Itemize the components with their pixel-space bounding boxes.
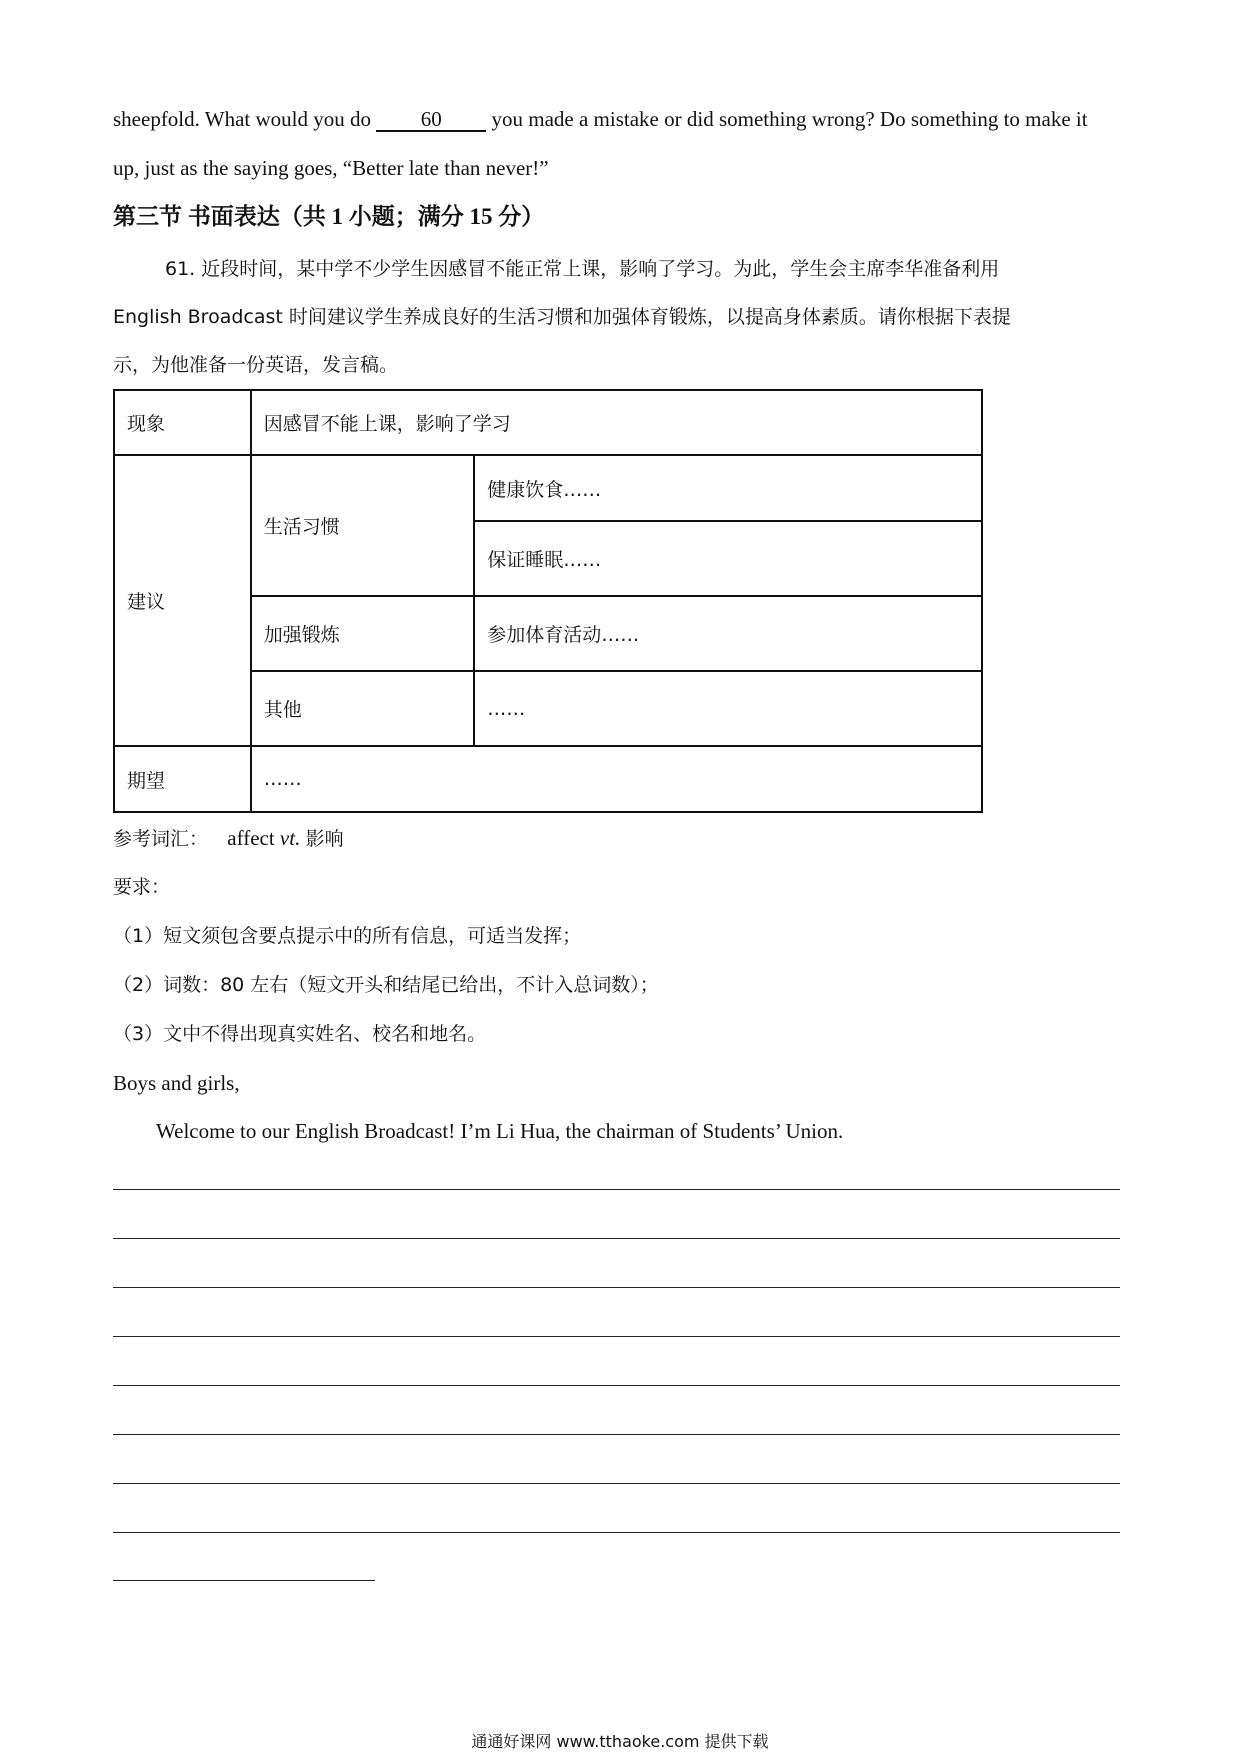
section-heading: 第三节 书面表达（共 1 小题；满分 15 分） bbox=[113, 204, 545, 229]
habit-label: 生活习惯 bbox=[251, 455, 474, 596]
exercise-item: 参加体育活动…… bbox=[474, 596, 982, 671]
question-line-1: 61. 近段时间，某中学不少学生因感冒不能正常上课，影响了学习。为此，学生会主席李华准备利用 bbox=[165, 258, 1000, 280]
requirement-1: （1）短文须包含要点提示中的所有信息，可适当发挥； bbox=[113, 925, 582, 947]
vocab-line bbox=[113, 824, 344, 853]
phenomenon-text: 因感冒不能上课，影响了学习 bbox=[251, 390, 982, 455]
table-row bbox=[114, 746, 982, 812]
writing-line[interactable] bbox=[113, 1483, 1120, 1484]
writing-line[interactable] bbox=[113, 1238, 1120, 1239]
writing-line[interactable] bbox=[113, 1532, 1120, 1533]
table-row bbox=[114, 390, 982, 455]
hope-label: 期望 bbox=[114, 746, 251, 812]
question-line-3: 示，为他准备一份英语，发言稿。 bbox=[113, 354, 399, 376]
table-row bbox=[114, 455, 982, 521]
letter-opening: Welcome to our English Broadcast! I’m Li Hua, the chairman of Students’ Union. bbox=[156, 1119, 844, 1143]
passage-line-2: up, just as the saying goes, “Better late than never!” bbox=[113, 156, 549, 180]
advice-label: 建议 bbox=[114, 455, 251, 746]
blank-60[interactable]: 60 bbox=[376, 108, 486, 132]
writing-line[interactable] bbox=[113, 1189, 1120, 1190]
requirement-3: （3）文中不得出现真实姓名、校名和地名。 bbox=[113, 1023, 487, 1045]
question-line-2: English Broadcast 时间建议学生养成良好的生活习惯和加强体育锻炼，以提高身体素质。请你根据下表提 bbox=[113, 306, 1011, 328]
requirement-2: （2）词数：80 左右（短文开头和结尾已给出，不计入总词数）； bbox=[113, 974, 659, 996]
vocab-pos: vt. bbox=[279, 826, 301, 850]
other-label: 其他 bbox=[251, 671, 474, 746]
phenomenon-label: 现象 bbox=[114, 390, 251, 455]
page-footer: 通通好课网 www.tthaoke.com 提供下载 bbox=[471, 1732, 769, 1751]
passage-text-after: you made a mistake or did something wrong? Do something to make it bbox=[486, 107, 1088, 131]
habit-item-diet: 健康饮食…… bbox=[474, 455, 982, 521]
prompt-table bbox=[113, 389, 983, 813]
writing-line[interactable] bbox=[113, 1385, 1120, 1386]
passage-line-1 bbox=[113, 105, 1088, 133]
writing-line[interactable] bbox=[113, 1336, 1120, 1337]
letter-greeting: Boys and girls, bbox=[113, 1071, 240, 1095]
other-item: …… bbox=[474, 671, 982, 746]
hope-item: …… bbox=[251, 746, 982, 812]
habit-item-sleep: 保证睡眠…… bbox=[474, 521, 982, 596]
vocab-word: affect bbox=[227, 826, 275, 850]
writing-line[interactable] bbox=[113, 1434, 1120, 1435]
vocab-meaning: 影响 bbox=[305, 828, 344, 850]
vocab-label: 参考词汇： bbox=[113, 828, 209, 850]
writing-line[interactable] bbox=[113, 1287, 1120, 1288]
passage-text-before: sheepfold. What would you do bbox=[113, 107, 377, 131]
requirements-title: 要求： bbox=[113, 876, 171, 898]
footnote-divider bbox=[113, 1580, 375, 1581]
exercise-label: 加强锻炼 bbox=[251, 596, 474, 671]
